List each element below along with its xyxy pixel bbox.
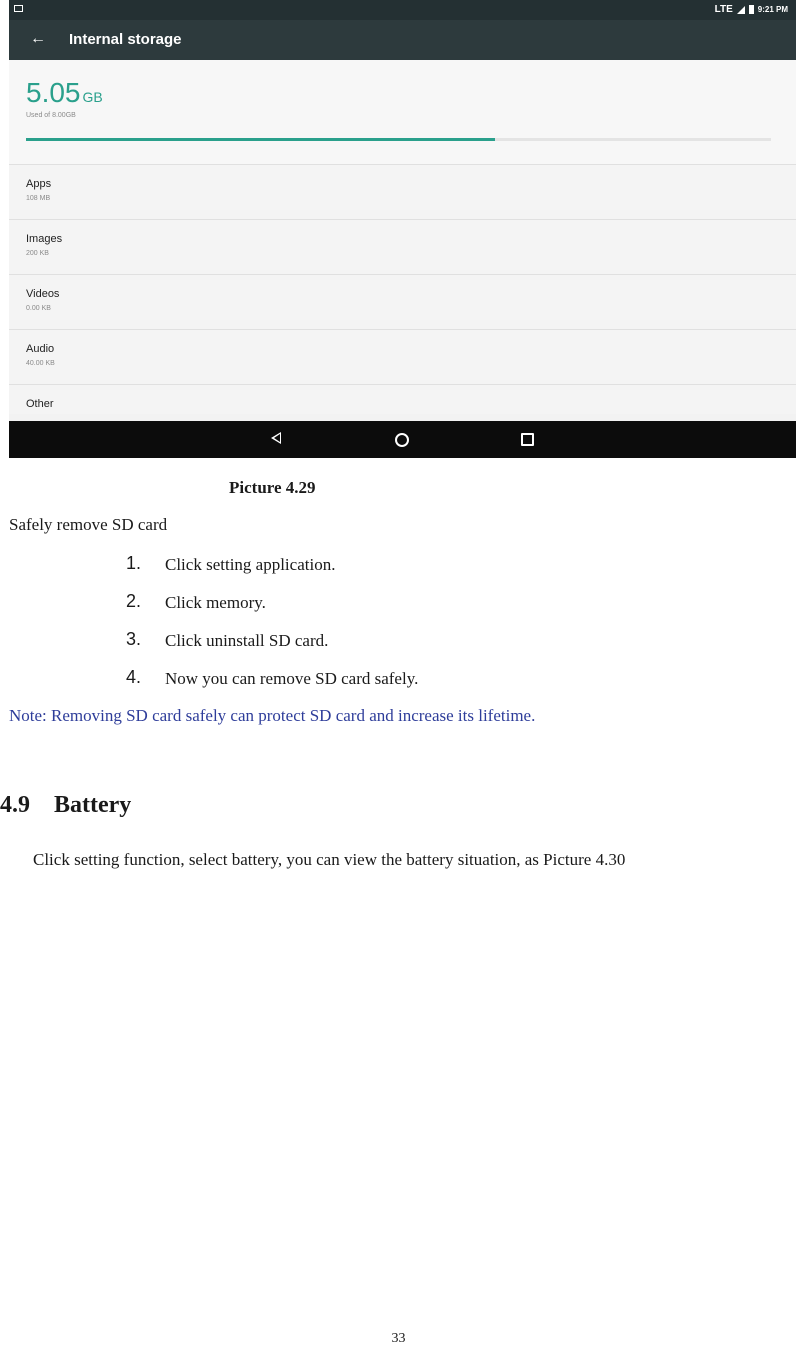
category-size: 40.00 KB xyxy=(26,360,55,367)
step-number: 3. xyxy=(126,629,142,649)
step-text: Now you can remove SD card safely. xyxy=(165,669,419,688)
note-text: Note: Removing SD card safely can protect SD card and increase its lifetime. xyxy=(9,706,536,725)
category-row-apps[interactable] xyxy=(9,164,796,219)
back-arrow-icon[interactable]: ← xyxy=(30,30,46,47)
nav-recents-icon[interactable] xyxy=(521,433,534,446)
section-intro: Safely remove SD card xyxy=(9,515,168,534)
used-storage-unit: GB xyxy=(82,89,103,105)
body-paragraph: Click setting function, select battery, you can view the battery situation, as Picture 4.30 xyxy=(33,850,626,869)
category-row-images[interactable] xyxy=(9,219,796,274)
step-text: Click memory. xyxy=(165,593,266,612)
category-row-audio[interactable] xyxy=(9,329,796,384)
step-text: Click setting application. xyxy=(165,555,336,574)
battery-icon xyxy=(749,5,754,14)
network-type: LTE xyxy=(714,4,733,15)
category-row-videos[interactable] xyxy=(9,274,796,329)
nav-home-icon[interactable] xyxy=(395,433,409,447)
section-heading xyxy=(0,792,131,819)
category-size: 108 MB xyxy=(26,195,51,202)
step-text: Click uninstall SD card. xyxy=(165,631,329,650)
device-screenshot xyxy=(9,0,796,458)
storage-usage-fill xyxy=(26,138,495,141)
notification-icon xyxy=(14,5,23,12)
category-row-other[interactable] xyxy=(9,384,796,414)
section-title: Battery xyxy=(54,792,132,818)
figure-caption: Picture 4.29 xyxy=(229,478,316,497)
used-storage xyxy=(26,77,103,109)
status-indicators xyxy=(715,4,788,15)
category-name: Apps xyxy=(26,178,52,190)
category-size: 200 KB xyxy=(26,250,49,257)
storage-category-list xyxy=(9,164,796,414)
storage-summary xyxy=(9,60,796,164)
status-time: 9:21 PM xyxy=(757,5,788,14)
category-name: Other xyxy=(26,398,54,410)
storage-capacity-text: Used of 8.00GB xyxy=(26,112,76,119)
app-bar xyxy=(9,20,796,60)
step-number: 4. xyxy=(126,667,142,687)
category-name: Videos xyxy=(26,288,60,300)
used-storage-value: 5.05 xyxy=(26,77,81,108)
category-size: 0.00 KB xyxy=(26,305,51,312)
step-number: 2. xyxy=(126,591,142,611)
section-number: 4.9 xyxy=(0,792,30,818)
page-title: Internal storage xyxy=(69,31,182,48)
page-number: 33 xyxy=(391,1331,406,1346)
signal-icon xyxy=(737,6,745,14)
navigation-bar xyxy=(9,421,796,458)
status-bar xyxy=(9,0,796,20)
step-number: 1. xyxy=(126,553,142,573)
nav-back-icon[interactable] xyxy=(271,432,281,444)
category-name: Images xyxy=(26,233,63,245)
category-name: Audio xyxy=(26,343,55,355)
storage-usage-bar xyxy=(26,138,771,141)
